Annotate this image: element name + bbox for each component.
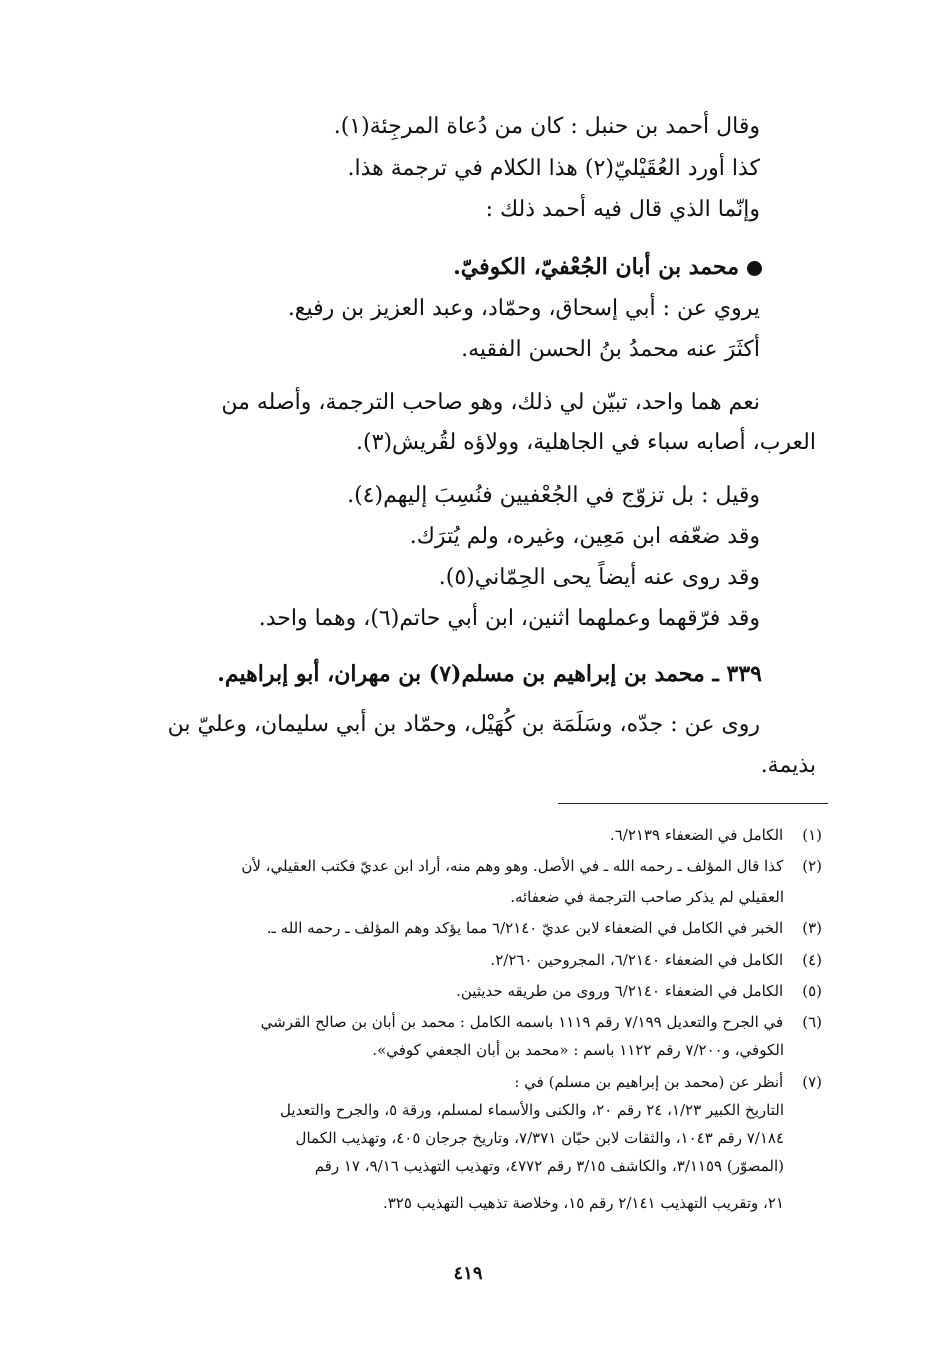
- footnote-text: الكامل في الضعفاء ٦/٢١٤٠ وروى من طريقه حديثين.: [456, 982, 784, 1000]
- footnote-separator: [558, 803, 828, 804]
- footnote-2-cont: العقيلي لم يذكر صاحب الترجمة في ضعفائه.: [510, 888, 784, 906]
- body-line: وقد فرّقهما وعملهما اثنين، ابن أبي حاتم(٦)، وهما واحد.: [258, 606, 760, 631]
- footnote-6: [261, 1012, 822, 1032]
- footnote-7-cont: (المصوّر) ٣/١١٥٩، والكاشف ٣/١٥ رقم ٤٧٧٢، وتهذيب التهذيب ٩/١٦، ١٧ رقم: [314, 1157, 784, 1175]
- footnote-2: [241, 856, 822, 876]
- footnote-4: [490, 950, 822, 970]
- footnote-7-cont: ٢١، وتقريب التهذيب ٢/١٤١ رقم ١٥، وخلاصة تذهيب التهذيب ٣٢٥.: [382, 1194, 784, 1212]
- footnote-7-cont: التاريخ الكبير ١/٢٣، ٢٤ رقم ٢٠، والكنى والأسماء لمسلم، ورقة ٥، والجرح والتعديل: [280, 1101, 784, 1119]
- body-line: روى عن : جدّه، وسَلَمَة بن كُهَيْل، وحمّاد بن أبي سليمان، وعليّ بن: [167, 712, 760, 737]
- footnote-7: [514, 1072, 822, 1092]
- body-line: العرب، أصابه سباء في الجاهلية، وولاؤه لقُريش(٣).: [356, 430, 816, 455]
- bullet-icon: [747, 261, 762, 276]
- footnote-text: الخبر في الكامل في الضعفاء لابن عديّ ٦/٢١٤٠ مما يؤكد وهم المؤلف ـ رحمه الله ـ.: [266, 919, 784, 937]
- footnote-number: (٥): [802, 982, 822, 1000]
- body-line: وقد روى عنه أيضاً يحى الحِمّاني(٥).: [438, 565, 760, 590]
- body-line: وقال أحمد بن حنبل : كان من دُعاة المرجِئة(١).: [333, 114, 760, 139]
- entry-heading: [453, 252, 762, 282]
- footnote-number: (١): [802, 826, 822, 844]
- body-line: وإنّما الذي قال فيه أحمد ذلك :: [485, 197, 760, 222]
- body-line: يروي عن : أبي إسحاق، وحمّاد، وعبد العزيز بن رفيع.: [287, 296, 760, 321]
- footnote-text: الكامل في الضعفاء ٦/٢١٣٩.: [609, 826, 784, 844]
- body-line: أكثَرَ عنه محمدُ بنُ الحسن الفقيه.: [461, 337, 760, 362]
- footnote-text: الكامل في الضعفاء ٦/٢١٤٠، المجروحين ٢/٢٦٠.: [490, 951, 784, 969]
- footnote-5: [456, 981, 822, 1001]
- footnote-1: [610, 825, 822, 845]
- footnote-text: في الجرح والتعديل ٧/١٩٩ رقم ١١١٩ باسمه الكامل : محمد بن أبان بن صالح القرشي: [260, 1013, 784, 1031]
- footnote-text: كذا قال المؤلف ـ رحمه الله ـ في الأصل. وهو وهم منه، أراد ابن عديّ فكتب العقيلي، لأن: [241, 857, 784, 875]
- body-line: نعم هما واحد، تبيّن لي ذلك، وهو صاحب الترجمة، وأصله من: [221, 390, 760, 415]
- footnote-3: [267, 918, 822, 938]
- footnote-7-cont: ٧/١٨٤ رقم ١٠٤٣، والثقات لابن حبّان ٧/٣٧١، وتاريخ جرجان ٤٠٥، وتهذيب الكمال: [295, 1129, 784, 1147]
- body-line: بذيمة.: [760, 753, 816, 778]
- footnote-number: (٢): [802, 857, 822, 875]
- body-line: كذا أورد العُقَيْليّ(٢) هذا الكلام في ترجمة هذا.: [347, 156, 760, 181]
- page-number: ٤١٩: [453, 1263, 483, 1284]
- footnote-number: (٧): [802, 1073, 822, 1091]
- footnote-text: أنظر عن (محمد بن إبراهيم بن مسلم) في :: [514, 1073, 784, 1091]
- footnote-number: (٦): [802, 1013, 822, 1031]
- footnote-6-cont: الكوفي، و٧/٢٠٠ رقم ١١٢٢ باسم : «محمد بن أبان الجعفي كوفي».: [372, 1041, 784, 1059]
- body-line: وقد ضعّفه ابن مَعِين، وغيره، ولم يُترَك.: [409, 524, 760, 549]
- footnote-number: (٣): [802, 919, 822, 937]
- entry-heading-339: ٣٣٩ ـ محمد بن إبراهيم بن مسلم(٧) بن مهران، أبو إبراهيم.: [217, 661, 762, 687]
- entry-heading-text: محمد بن أبان الجُعْفيّ، الكوفيّ.: [453, 254, 739, 280]
- body-line: وقيل : بل تزوّج في الجُعْفيين فنُسِبَ إليهم(٤).: [347, 483, 760, 508]
- footnote-number: (٤): [802, 951, 822, 969]
